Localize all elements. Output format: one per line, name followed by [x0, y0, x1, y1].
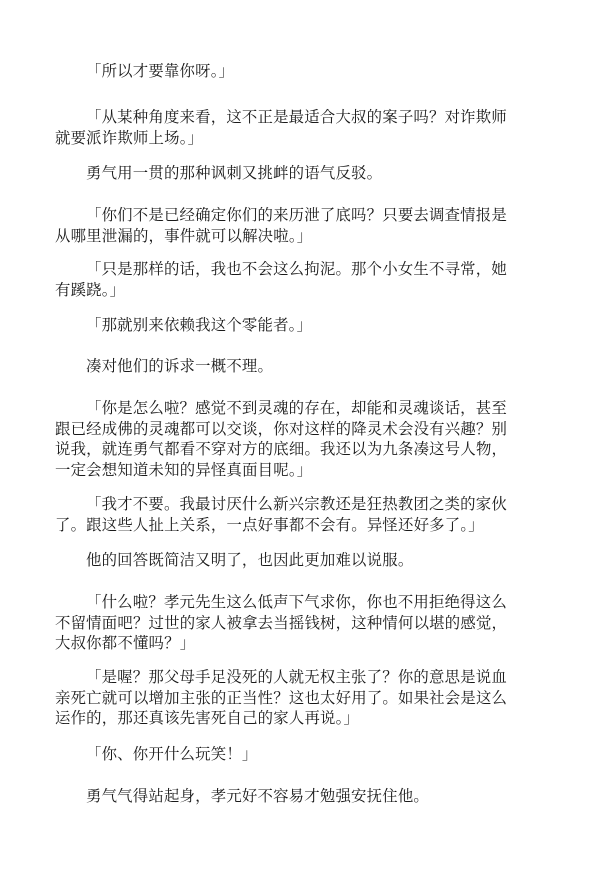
paragraph	[55, 107, 555, 148]
text-line: 「所以才要靠你呀。」	[86, 62, 235, 80]
paragraph	[55, 259, 555, 300]
text-line: 「我才不要。我最讨厌什么新兴宗教还是狂热教团之类的家伙	[86, 495, 507, 513]
text-line: 「只是那样的话，我也不会这么拘泥。那个小女生不寻常，她	[86, 260, 507, 278]
paragraph	[55, 592, 555, 654]
text-line: 「那就别来依赖我这个零能者。」	[86, 316, 313, 334]
text-line: 勇气气得站起身，孝元好不容易才勉强安抚住他。	[86, 787, 429, 805]
paragraph	[55, 205, 555, 246]
paragraph	[55, 494, 555, 535]
paragraph	[55, 315, 555, 336]
text-line: 「从某种角度来看，这不正是最适合大叔的案子吗？对诈欺师	[86, 108, 507, 126]
text-line: 说我，就连勇气都看不穿对方的底细。我还以为九条凑这号人物，	[55, 440, 508, 458]
paragraph	[55, 550, 555, 571]
paragraph	[55, 61, 555, 82]
text-line: 「什么啦？孝元先生这么低声下气求你，你也不用拒绝得这么	[86, 593, 507, 611]
text-line: 了。跟这些人扯上关系，一点好事都不会有。异怪还好多了。」	[55, 515, 484, 534]
text-line: 有蹊跷。」	[55, 280, 126, 299]
text-line: 「你是怎么啦？感觉不到灵魂的存在，却能和灵魂谈话，甚至	[86, 399, 507, 417]
text-line: 不留情面吧？过世的家人被拿去当摇钱树，这种情何以堪的感觉，	[55, 613, 508, 632]
text-line: 运作的，那还真该先害死自己的家人再说。」	[55, 709, 360, 727]
text-line: 「你、你开什么玩笑！」	[86, 745, 258, 763]
paragraph	[55, 786, 555, 807]
text-line: 亲死亡就可以增加主张的正当性？这也太好用了。如果社会是这么	[55, 688, 508, 707]
text-line: 从哪里泄漏的，事件就可以解决啦。」	[55, 226, 313, 245]
text-line: 他的回答既简洁又明了，也因此更加难以说服。	[86, 551, 414, 569]
text-line: 「你们不是已经确定你们的来历泄了底吗？只要去调查情报是	[86, 206, 507, 224]
text-line: 就要派诈欺师上场。」	[55, 128, 204, 147]
text-line: 勇气用一贯的那种讽刺又挑衅的语气反驳。	[86, 164, 383, 182]
text-line: 凑对他们的诉求一概不理。	[86, 357, 274, 375]
text-line: 一定会想知道未知的异怪真面目呢。」	[55, 460, 313, 479]
paragraph	[55, 356, 555, 377]
paragraph	[55, 398, 555, 480]
paragraph	[55, 163, 555, 184]
text-line: 大叔你都不懂吗？」	[55, 634, 196, 652]
text-line: 跟已经成佛的灵魂都可以交谈，你对这样的降灵术会没有兴趣？别	[55, 419, 508, 438]
text-line: 「是喔？那父母手足没死的人就无权主张了？你的意思是说血	[86, 668, 507, 686]
paragraph	[55, 667, 555, 729]
paragraph	[55, 744, 555, 765]
